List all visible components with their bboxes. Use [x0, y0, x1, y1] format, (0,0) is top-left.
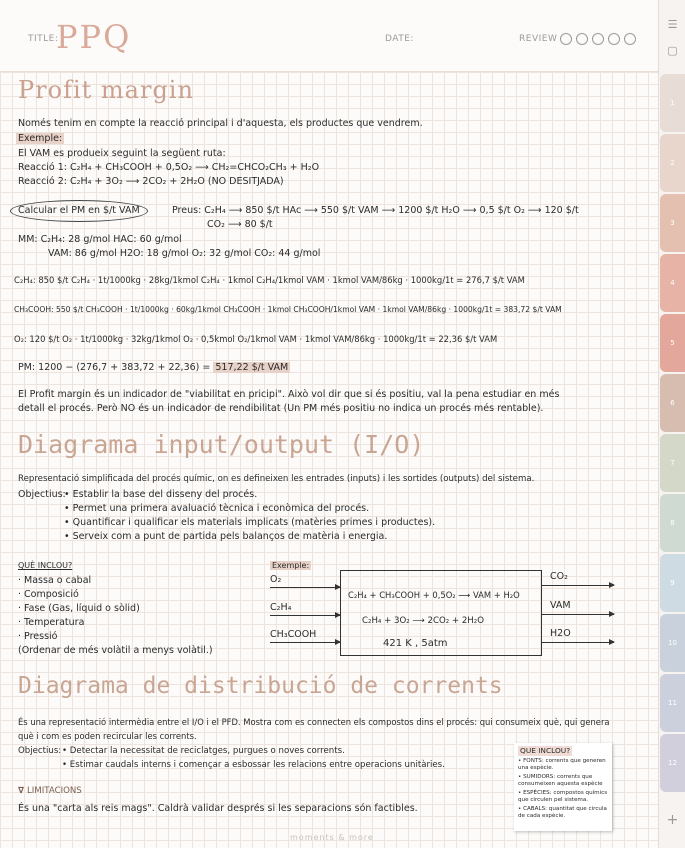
- s2-objective-3: • Quantificar i qualificar els materials implicats (matèries primes i productes).: [64, 517, 436, 528]
- s2-item-2: · Composició: [18, 589, 79, 600]
- note-item-cabals: • CABALS: quantitat que circula de cada espècie.: [518, 806, 607, 819]
- tab-2-label: 2: [670, 159, 675, 167]
- s1-calc-o2: O₂: 120 $/t O₂ · 1t/1000kg · 32kg/1kmol O₂ · 0,5kmol O₂/1kmol VAM · 1kmol VAM/86kg · 1000kg/1t = 22,36 $/t VAM: [14, 334, 498, 344]
- tab-7[interactable]: [660, 434, 685, 492]
- s3-limitations-title: [18, 786, 82, 796]
- s2-item-5: · Pressió: [18, 631, 58, 642]
- input-ch3cooh: CH₃COOH: [270, 629, 317, 640]
- s1-route: El VAM es produeix seguint la següent ruta:: [18, 148, 226, 159]
- tab-6-label: 6: [670, 399, 675, 407]
- review-circle-1[interactable]: [560, 33, 572, 45]
- warning-icon: ∇: [18, 786, 27, 796]
- footer-brand: moments & more: [290, 833, 374, 842]
- tab-3-label: 3: [670, 219, 675, 227]
- s3-objective-1: • Detectar la necessitat de reciclatges, purgues o noves corrents.: [62, 746, 345, 756]
- s2-objective-1: • Establir la base del disseny del procés.: [64, 489, 258, 500]
- s1-paragraph-2: detall el procés. Però NO és un indicador de rendibilitat (Un PM més positiu no indica un procés més rentable).: [18, 403, 544, 414]
- tab-1[interactable]: [660, 74, 685, 132]
- s1-pm-expression: PM: 1200 − (276,7 + 383,72 + 22,36) =: [18, 362, 214, 373]
- tab-6[interactable]: [660, 374, 685, 432]
- s1-mm-2: VAM: 86 g/mol H2O: 18 g/mol O₂: 32 g/mol CO₂: 44 g/mol: [48, 248, 321, 259]
- s1-mm-1: MM: C₂H₄: 28 g/mol HAC: 60 g/mol: [18, 234, 182, 245]
- tab-12[interactable]: [660, 734, 685, 792]
- s2-item-6: (Ordenar de més volàtil a menys volàtil.): [18, 645, 213, 656]
- arrow-output-h2o: [542, 642, 614, 643]
- tab-10-label: 10: [668, 639, 677, 647]
- io-reaction-2: C₂H₄ + 3O₂ ⟶ 2CO₂ + 2H₂O: [362, 616, 484, 626]
- arrow-input-ch3cooh: [270, 642, 340, 643]
- tab-2[interactable]: [660, 134, 685, 192]
- s1-example-tag: Exemple:: [18, 133, 63, 144]
- s2-item-1: · Massa o cabal: [18, 575, 92, 586]
- add-tab-icon[interactable]: +: [666, 812, 679, 828]
- tab-4-label: 4: [670, 279, 675, 287]
- tab-12-label: 12: [668, 759, 677, 767]
- page-title[interactable]: PPQ: [56, 18, 132, 56]
- io-reaction-1: C₂H₄ + CH₃COOH + 0,5O₂ ⟶ VAM + H₂O: [348, 590, 520, 600]
- s2-description: Representació simplificada del procés químic, on es defineixen les entrades (inputs) i les sortides (outputs) del sistema.: [18, 474, 535, 484]
- output-co2: CO₂: [550, 571, 568, 582]
- tab-1-label: 1: [670, 99, 675, 107]
- s3-limitations-label: LIMITACIONS: [26, 786, 82, 796]
- tab-5-label: 5: [670, 339, 675, 347]
- tab-9[interactable]: [660, 554, 685, 612]
- note-title: QUE INCLOU?: [520, 746, 571, 755]
- s1-paragraph-1: El Profit margin és un indicador de "viabilitat en pricipi". Això vol dir que si és positiu, val la pena estudiar en més: [18, 389, 560, 400]
- note-item-sumidors: • SUMIDORS: corrents que consumeixen aquesta espècie: [518, 774, 603, 787]
- arrow-output-co2: [542, 585, 614, 586]
- tab-8[interactable]: [660, 494, 685, 552]
- section-title-stream-distribution: Diagrama de distribució de corrents: [18, 673, 503, 699]
- s2-example-tag: Exemple:: [272, 561, 310, 570]
- arrow-input-c2h4: [270, 615, 340, 616]
- title-label: TITLE:: [28, 34, 59, 44]
- s1-pm-result: 517,22 $/t VAM: [215, 362, 289, 373]
- tab-5[interactable]: [660, 314, 685, 372]
- review-circle-5[interactable]: [624, 33, 636, 45]
- s2-objective-2: • Permet una primera avaluació tècnica i econòmica del procés.: [64, 503, 370, 514]
- s1-prices-co2: CO₂ ⟶ 80 $/t: [207, 219, 273, 230]
- s3-objective-2: • Estimar caudals interns i començar a esbossar les relacions entre operacions unitàries.: [62, 760, 445, 770]
- s1-calc-ch3cooh: CH₃COOH: 550 $/t CH₃COOH · 1t/1000kg · 60kg/1kmol CH₃COOH · 1kmol CH₃COOH/1kmol VAM · 1kmol VAM/86kg · 1000kg/1t = 383,72 $/t VAM: [14, 305, 562, 314]
- review-label: REVIEW: [519, 34, 558, 44]
- input-c2h4: C₂H₄: [270, 602, 292, 613]
- review-circle-2[interactable]: [576, 33, 588, 45]
- s2-item-4: · Temperatura: [18, 617, 85, 628]
- menu-icon[interactable]: ☰: [667, 18, 678, 31]
- s3-description-1: És una representació intermèdia entre el I/O i el PFD. Mostra com es connecten els compostos dins el procés: qui consumeix què, qui genera: [18, 717, 610, 727]
- page-header: [0, 0, 658, 72]
- arrow-input-o2: [270, 587, 340, 588]
- tab-7-label: 7: [670, 459, 675, 467]
- arrow-output-vam: [542, 614, 614, 615]
- tab-10[interactable]: [660, 614, 685, 672]
- review-circle-4[interactable]: [608, 33, 620, 45]
- s2-item-3: · Fase (Gas, líquid o sòlid): [18, 603, 140, 614]
- tab-9-label: 9: [670, 579, 675, 587]
- s1-prices: Preus: C₂H₄ ⟶ 850 $/t HAc ⟶ 550 $/t VAM ⟶ 1200 $/t H₂O ⟶ 0,5 $/t O₂ ⟶ 120 $/t: [172, 205, 579, 216]
- review-circles: [560, 33, 636, 45]
- s1-pm: [18, 362, 290, 373]
- s1-reaction-1: Reacció 1: C₂H₄ + CH₃COOH + 0,5O₂ ⟶ CH₂=CHCO₂CH₃ + H₂O: [18, 162, 320, 173]
- sticky-note: [514, 743, 612, 831]
- output-h2o: H2O: [550, 628, 571, 639]
- review-circle-3[interactable]: [592, 33, 604, 45]
- s1-calc: Calcular el PM en $/t VAM: [18, 205, 140, 216]
- s3-limitations-text: És una "carta als reis mags". Caldrà validar després si les separacions són factibles.: [18, 803, 418, 814]
- io-conditions: 421 K , 5atm: [383, 638, 448, 649]
- s1-reaction-2: Reacció 2: C₂H₄ + 3O₂ ⟶ 2CO₂ + 2H₂O (NO DESITJADA): [18, 176, 284, 187]
- tab-3[interactable]: [660, 194, 685, 252]
- tab-4[interactable]: [660, 254, 685, 312]
- output-vam: VAM: [550, 600, 571, 611]
- layers-icon[interactable]: ▢: [667, 44, 678, 57]
- s3-objectives-label: Objectius:: [18, 746, 62, 756]
- section-title-io-diagram: Diagrama input/output (I/O): [18, 430, 425, 459]
- tab-8-label: 8: [670, 519, 675, 527]
- s2-objectives-label: Objectius:: [18, 489, 66, 500]
- s2-objective-4: • Serveix com a punt de partida pels balanços de matèria i energia.: [64, 531, 388, 542]
- date-label: DATE:: [385, 34, 414, 44]
- s2-includes-title: QUÈ INCLOU?: [18, 561, 73, 570]
- note-item-especies: • ESPÈCIES: compostos químics que circulen pel sistema.: [518, 790, 608, 803]
- section-title-profit-margin: Profit margin: [18, 76, 194, 104]
- input-o2: O₂: [270, 574, 282, 585]
- s3-description-2: què i com es poden recircular les corrents.: [18, 731, 197, 741]
- s1-intro: Només tenim en compte la reacció principal i d'aquesta, els productes que vendrem.: [18, 118, 423, 129]
- tab-11-label: 11: [668, 699, 677, 707]
- tab-11[interactable]: [660, 674, 685, 732]
- s1-calc-c2h4: C₂H₄: 850 $/t C₂H₄ · 1t/1000kg · 28kg/1kmol C₂H₄ · 1kmol C₂H₄/1kmol VAM · 1kmol VAM/86kg · 1000kg/1t = 276,7 $/t VAM: [14, 275, 525, 285]
- note-item-fonts: • FONTS: corrents que generen una espècie.: [518, 758, 606, 771]
